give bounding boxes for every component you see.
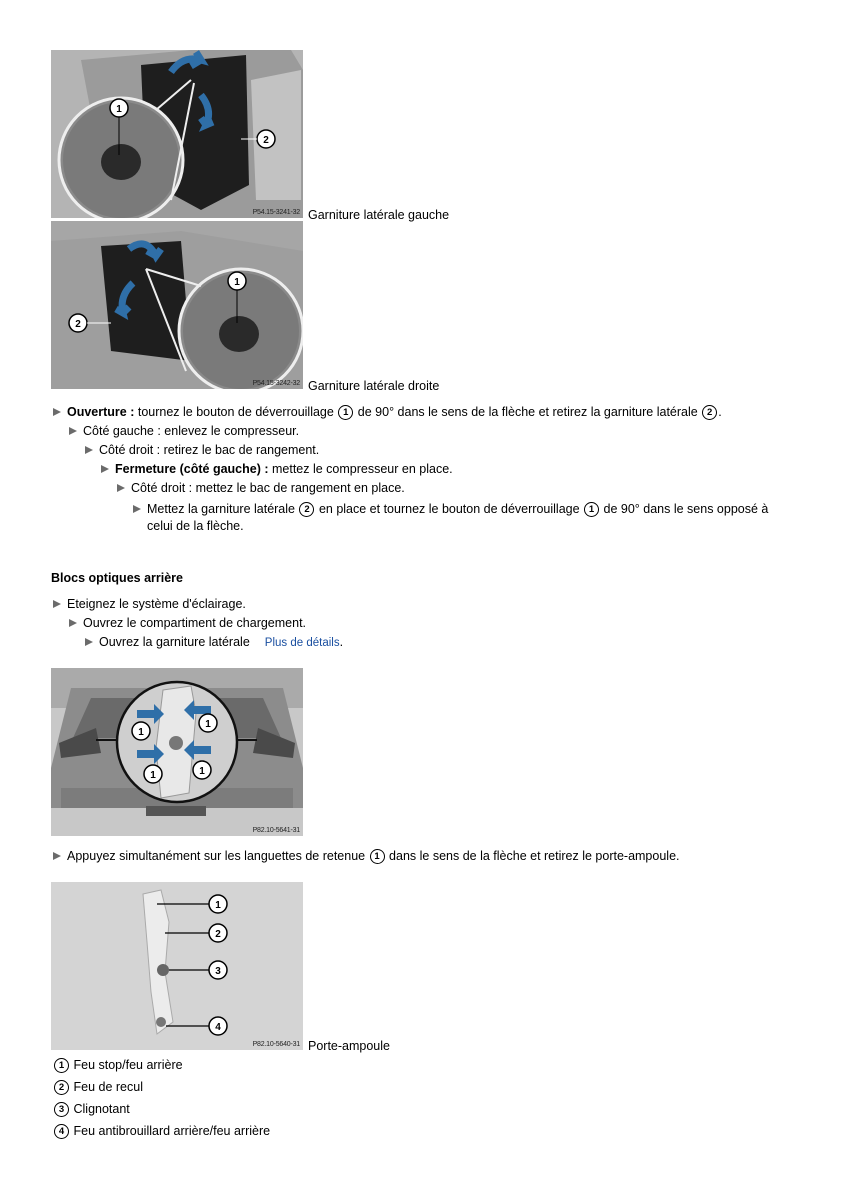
callout-1-icon: 1 bbox=[370, 849, 385, 864]
legend-label: Feu stop/feu arrière bbox=[73, 1058, 183, 1072]
step-arrow-icon bbox=[69, 619, 77, 627]
legend-item bbox=[53, 1057, 183, 1073]
fig1-callout-1: 1 bbox=[116, 104, 122, 115]
legend-number-icon: 2 bbox=[54, 1080, 69, 1095]
step-text: . bbox=[339, 635, 344, 649]
step-right-side bbox=[85, 442, 319, 458]
step-arrow-icon bbox=[101, 465, 109, 473]
figure-rear-light-tabs bbox=[51, 668, 303, 836]
legend-number-icon: 3 bbox=[54, 1102, 69, 1117]
legend-item bbox=[53, 1101, 130, 1117]
fig3-callout-b: 1 bbox=[205, 719, 211, 730]
figure-caption: Garniture latérale gauche bbox=[308, 208, 450, 222]
legend-label: Feu antibrouillard arrière/feu arrière bbox=[73, 1124, 271, 1138]
legend-number-icon: 1 bbox=[54, 1058, 69, 1073]
callout-1-icon: 1 bbox=[584, 502, 599, 517]
step-text: tournez le bouton de déverrouillage bbox=[134, 405, 338, 419]
step-text: Mettez la garniture latérale bbox=[147, 502, 299, 516]
step-arrow-icon bbox=[69, 427, 77, 435]
fig2-callout-2: 2 bbox=[75, 319, 81, 330]
step-arrow-icon bbox=[53, 408, 61, 416]
legend-item bbox=[53, 1123, 270, 1139]
step-arrow-icon bbox=[117, 484, 125, 492]
right-side-trim-illustration bbox=[51, 221, 303, 389]
step-arrow-icon bbox=[85, 638, 93, 646]
step-open-load-compartment bbox=[69, 615, 306, 631]
bulb-holder-illustration bbox=[51, 882, 303, 1050]
step-arrow-icon bbox=[85, 446, 93, 454]
step-closing-left bbox=[101, 461, 453, 477]
figure-code: P54.15-3241-32 bbox=[252, 209, 300, 216]
legend-label: Feu de recul bbox=[73, 1080, 143, 1094]
callout-1-icon: 1 bbox=[338, 405, 353, 420]
fig1-callout-2: 2 bbox=[263, 135, 269, 146]
step-bold-label: Ouverture : bbox=[67, 405, 135, 419]
step-text: de 90° dans le sens opposé à bbox=[600, 502, 769, 516]
step-arrow-icon bbox=[133, 505, 141, 513]
step-left-side bbox=[69, 423, 299, 439]
figure-code: P82.10-5641-31 bbox=[252, 827, 300, 834]
callout-2-icon: 2 bbox=[299, 502, 314, 517]
legend-number-icon: 4 bbox=[54, 1124, 69, 1139]
step-lights-off bbox=[53, 596, 246, 612]
legend-item bbox=[53, 1079, 143, 1095]
step-arrow-icon bbox=[53, 600, 61, 608]
step-text: mettez le compresseur en place. bbox=[268, 462, 453, 476]
figure-left-side-trim bbox=[51, 50, 303, 218]
fig4-callout-2: 2 bbox=[215, 929, 221, 940]
fig2-callout-1: 1 bbox=[234, 277, 240, 288]
step-refit-trim bbox=[133, 501, 768, 517]
legend-label: Clignotant bbox=[73, 1102, 130, 1116]
step-press-tabs bbox=[53, 848, 680, 864]
step-text: Côté droit : mettez le bac de rangement en place. bbox=[131, 481, 405, 495]
step-text: Côté droit : retirez le bac de rangement. bbox=[99, 443, 320, 457]
step-text: . bbox=[718, 405, 722, 419]
fig4-callout-3: 3 bbox=[215, 966, 221, 977]
step-open-side-trim bbox=[85, 634, 343, 651]
figure-caption: Garniture latérale droite bbox=[308, 379, 440, 393]
fig4-callout-1: 1 bbox=[215, 900, 221, 911]
fig3-callout-a: 1 bbox=[138, 727, 144, 738]
step-text: Ouvrez la garniture latérale bbox=[99, 635, 250, 649]
figure-code: P82.10-5640-31 bbox=[252, 1041, 300, 1048]
figure-right-side-trim bbox=[51, 221, 303, 389]
rear-light-tabs-illustration bbox=[51, 668, 303, 836]
step-refit-trim-line2: celui de la flèche. bbox=[147, 519, 244, 533]
step-text: en place et tournez le bouton de déverrouillage bbox=[315, 502, 584, 516]
figure-code: P54.15-3242-32 bbox=[252, 380, 300, 387]
step-bold-label: Fermeture (côté gauche) : bbox=[115, 462, 269, 476]
callout-2-icon: 2 bbox=[702, 405, 717, 420]
section-title: Blocs optiques arrière bbox=[51, 571, 183, 585]
step-text: Eteignez le système d'éclairage. bbox=[67, 597, 246, 611]
figure-caption: Porte-ampoule bbox=[308, 1039, 390, 1053]
step-text: dans le sens de la flèche et retirez le porte-ampoule. bbox=[385, 849, 680, 863]
step-text: Appuyez simultanément sur les languettes de retenue bbox=[67, 849, 369, 863]
more-details-link[interactable]: Plus de détails bbox=[264, 637, 340, 649]
fig3-callout-c: 1 bbox=[150, 770, 156, 781]
step-opening bbox=[53, 404, 722, 420]
figure-bulb-holder bbox=[51, 882, 303, 1050]
fig4-callout-4: 4 bbox=[215, 1022, 221, 1033]
step-arrow-icon bbox=[53, 852, 61, 860]
step-closing-right bbox=[117, 480, 405, 496]
left-side-trim-illustration bbox=[51, 50, 303, 218]
step-text: de 90° dans le sens de la flèche et retirez la garniture latérale bbox=[354, 405, 702, 419]
step-text: Côté gauche : enlevez le compresseur. bbox=[83, 424, 300, 438]
step-text: Ouvrez le compartiment de chargement. bbox=[83, 616, 307, 630]
fig3-callout-d: 1 bbox=[199, 766, 205, 777]
